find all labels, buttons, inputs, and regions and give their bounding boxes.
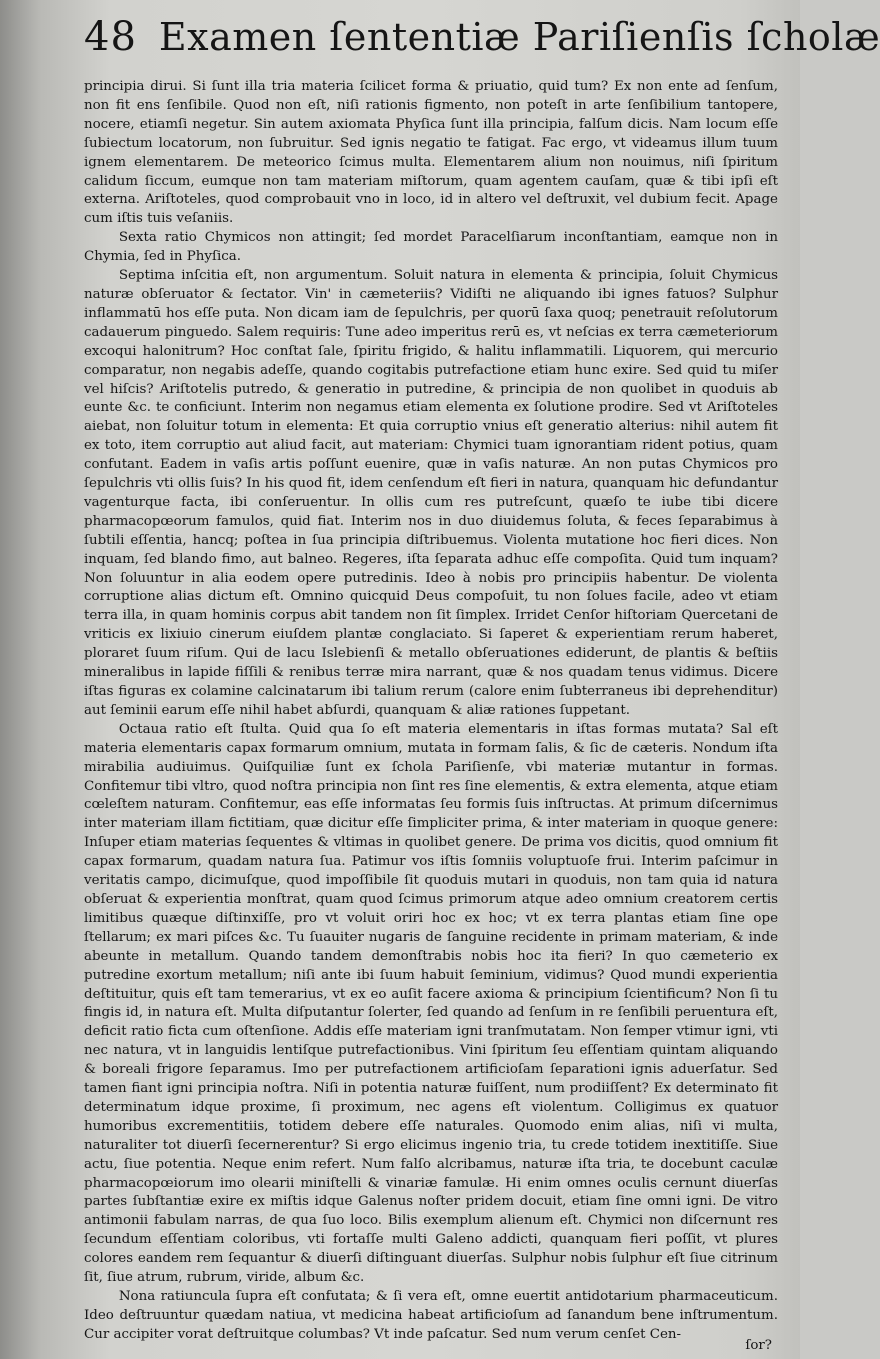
running-title: Examen ſententiæ Pariſienſis ſcholæ — [158, 15, 880, 59]
catchword: ſor? — [745, 1338, 772, 1353]
paragraph: Sexta ratio Chymicos non attingit; ſed mordet Paracelſiarum inconſtantiam, eamque non in Chymia, ſed in Phyſica. — [84, 230, 778, 265]
paragraph: Nona ratiuncula ſupra eſt confutata; & ſi vera eſt, omne euertit antidotarium pharmaceuticum. Ideo deſtruuntur quædam natiua, vt medicina habeat artificioſum ad ſanandum bene inſtrumentum. Cur accipiter vorat deſtruitque columbas? Vt inde paſcatur. Sed num verum cenſet Cen- — [84, 1289, 778, 1342]
body-text — [84, 78, 778, 1345]
running-header — [84, 14, 880, 76]
paragraph: Septima inſcitia eſt, non argumentum. Soluit natura in elementa & principia, ſoluit Chymicus naturæ obſeruator & ſectator. Vin' in cæmeteriis? Vidiſti ne aliquando ibi ignes fatuos? Sulphur inflammatū hos eſſe puta. Non dicam iam de ſepulchris, per quorū ſaxa quoq; penetrauit reſolutorum cadauerum pinguedo. Salem requiris: Tune adeo imperitus rerū es, vt neſcias ex terra cæmeteriorum excoqui halonitrum? Hoc conſtat ſale, ſpiritu frigido, & halitu inflammatili. Liquorem, qui mercurio comparatur, non negabis adeſſe, quando cogitabis putrefactione etiam hunc exire. Sed quid tu miſer vel hiſcis? Ariſtotelis putredo, & generatio in putredine, & principia de non quolibet in quoduis ab eunte &c. te conficiunt. Interim non negamus etiam elementa ex ſolutione prodire. Sed vt Ariſtoteles aiebat, non ſoluitur totum in elementa: Et quia corruptio vnius eſt generatio alterius: nihil autem fit ex toto, item corruptio aut aliud facit, aut materiam: Chymici tuam ignorantiam rident potius, quam confutant. Eadem in vaſis artis poſſunt euenire, quæ in vaſis naturæ. An non putas Chymicos pro ſepulchris vti ollis ſuis? In his quod fit, idem cenſendum eſt fieri in natura, quanquam hic defundantur vagenturque facta, ibi conſeruentur. In ollis cum res putreſcunt, quæſo te iube tibi dicere pharmacopœorum famulos, quid fiat. Interim nos in duo diuidemus ſoluta, & feces ſeparabimus à ſubtili eſſentia, hancq; poſtea in ſua principia diſtribuemus. Violenta mutatione hoc fieri dices. Non inquam, ſed blando fimo, aut balneo. Regeres, iſta ſeparata adhuc eſſe compoſita. Quid tum inquam? Non ſoluuntur in alia eodem opere putredinis. Ideo à nobis pro principiis habentur. De violenta corruptione alias dictum eſt. Omnino quicquid Deus compoſuit, tu non ſolues facile, adeo vt etiam terra illa, in quam hominis corpus abit tandem non ſit ſimplex. Irridet Cenſor hiſtoriam Quercetani de vriticis ex lixiuio cinerum eiuſdem plantæ conglaciato. Si ſaperet & experientiam rerum haberet, ploraret ſuum riſum. Qui de lacu Islebienſi & metallo obſeruationes ediderunt, de plantis & beſtiis mineralibus in lapide fiſſili & renibus terræ mira narrant, quæ & nos quadam tenus vidimus. Dicere iſtas figuras ex colamine calcinatarum ibi talium rerum (calore enim ſubterraneus ibi deprehenditur) aut ſeminii earum eſſe nihil habet abſurdi, quanquam & aliæ rationes ſuppetant. — [84, 268, 778, 718]
paragraph: principia dirui. Si ſunt illa tria materia ſcilicet forma & priuatio, quid tum? Ex non ente ad ſenſum, non fit ens ſenſibile. Quod non eſt, niſi rationis figmento, non poteſt in arte ſenſibilium tantopere, nocere, etiamſi negetur. Sin autem axiomata Phyſica ſunt illa principia, falſum dicis. Nam locum eſſe ſubiectum locatorum, non ſubruitur. Sed ignis negatio te fatigat. Fac ergo, vt videamus illum tuum ignem elementarem. De meteorico ſcimus multa. Elementarem alium non nouimus, niſi ſpiritum calidum ſiccum, eumque non tam materiam miſtorum, quam agentem cauſam, quæ & tibi ipſi eſt externa. Ariſtoteles, quod comprobauit vno in loco, id in altero vel deſtruxit, vel dubium fecit. Apage cum iſtis tuis veſaniis. — [84, 79, 778, 227]
paragraph: Octaua ratio eſt ſtulta. Quid qua ſo eſt materia elementaris in iſtas formas mutata? Sal eſt materia elementaris capax formarum omnium, mutata in formam ſalis, & ſic de cæteris. Nondum iſta mirabilia audiuimus. Quiſquiliæ ſunt ex ſchola Pariſienſe, vbi materiæ mutantur in formas. Confitemur tibi vltro, quod noſtra principia non ſint res ſine elementis, & extra elementa, atque etiam cœleſtem naturam. Confitemur, eas eſſe informatas ſeu formis ſuis inſtructas. At primum diſcernimus inter materiam illam fictitiam, quæ dicitur eſſe ſimpliciter prima, & inter materiam in quoque genere: Inſuper etiam materias ſequentes & vltimas in quolibet genere. De prima vos dicitis, quod omnium fit capax formarum, quadam natura ſua. Patimur vos iſtis ſomniis voluptuoſe frui. Interim paſcimur in veritatis campo, dicimuſque, quod impoſſibile ſit quoduis mutari in quoduis, non tam quia id natura obſeruat & experientia monſtrat, quam quod ſcimus primorum atque adeo omnium creatorem certis limitibus quæque diſtinxiſſe, pro vt voluit oriri hoc ex hoc; vt ex terra plantas etiam ſine ope ſtellarum; ex mari piſces &c. Tu ſuauiter nugaris de ſanguine recidente in primam materiam, & inde abeunte in metallum. Quando tandem demonſtrabis nobis hoc ita fieri? In quo cæmeterio ex putredine exortum metallum; niſi ante ibi ſuum habuit ſeminium, vidimus? Quod mundi experientia deſtituitur, quis eſt tam temerarius, vt ex eo auſit facere axioma & principium ſcientificum? Non ſi tu fingis id, in natura eſt. Multa diſputantur ſolerter, ſed quando ad ſenſum in re ſenſibili peruentura eſt, deficit ratio ficta cum oſtenſione. Addis eſſe materiam igni tranſmutatam. Non ſemper vtimur igni, vti nec natura, vt in languidis lentiſque putrefactionibus. Vini ſpiritum ſeu eſſentiam quintam aliquando & boreali frigore ſeparamus. Imo per putrefactionem artificioſam ſeparationi ignis aduerſatur. Sed tamen fiant igni principia noſtra. Niſi in potentia naturæ fuiſſent, num prodiiſſent? Ex determinato fit determinatum idque proxime, ſi proximum, nec agens eſt violentum. Colligimus ex quatuor humoribus excrementitiis, totidem debere eſſe naturales. Quomodo enim alias, niſi vi multa, naturaliter tot diuerſi ſecernerentur? Si ergo elicimus ingenio tria, tu crede totidem inextitiſſe. Siue actu, ſiue potentia. Neque enim refert. Num falſo alcribamus, naturæ iſta tria, te docebunt caculæ pharmacopœiorum imo olearii miniſtelli & vinariæ famulæ. Hi enim omnes oculis cernunt diuerſas partes ſubſtantiæ exire ex miſtis idque Galenus noſter pridem docuit, etiam ſine omni igni. De vitro antimonii fabulam narras, de qua ſuo loco. Bilis exemplum alienum eſt. Chymici non diſcernunt res ſecundum eſſentiam coloribus, vti fortaſſe multi Galeno addicti, quanquam fieri poſſit, vt plures colores eandem rem ſequantur & diuerſi diſtinguant diuerſas. Sulphur nobis ſulphur eſt ſiue citrinum ſit, ſiue atrum, rubrum, viride, album &c. — [84, 721, 778, 1286]
page-number: 48 — [84, 14, 137, 60]
